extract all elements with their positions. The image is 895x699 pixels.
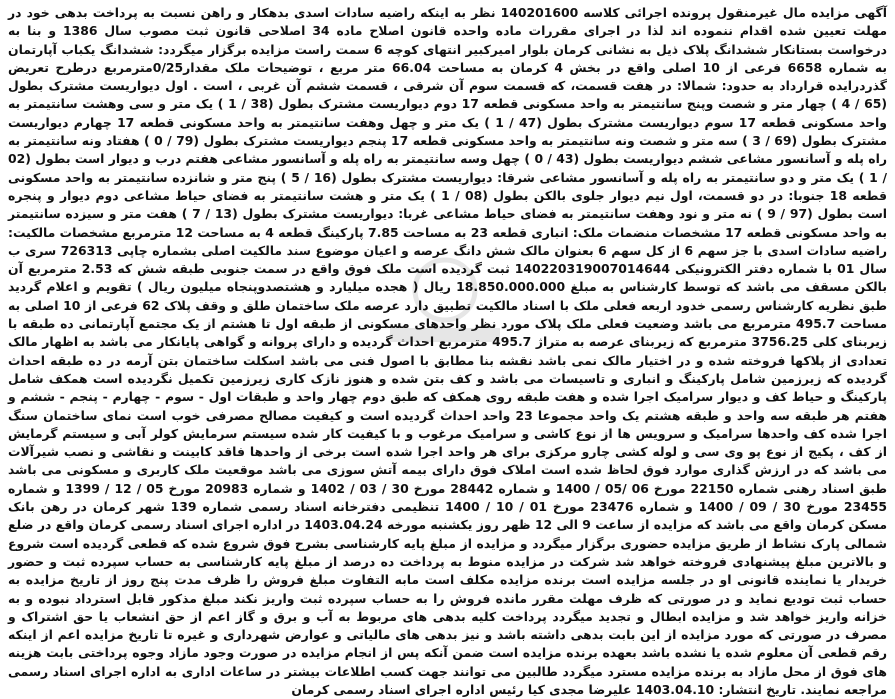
auction-notice-text: آگهی مزایده مال غیرمنقول پرونده اجرائی کلاسه 140201600 نظر به اینکه راضیه سادات اسدی بدهکار و راهن نسبت به پرداخت بدهی خود در مهلت تعیین شده اقدام ننموده اند لذا در اجرای مقررات ماده واحده قانون اصلاح ماده 34 اصلاحی قانون ثبت مصوب سال 1386 و بنا به درخواست بستانکار ششدانگ پلاک ذیل به نشانی کرمان بلوار امیرکبیر انتهای کوچه 6 سمت راست مزایده برگزار میگردد: ششدانگ یکباب آپارتمان به شماره 6658 فرعی از 10 اصلی واقع در بخش 4 کرمان به مساحت 66.04 متر مربع ، توضیحات ملک مقدار0/25مترمربع درطرح تعریض گذردرایده قرارداد به حدود: شمالا: در هفت قسمت، که قسمت سوم آن شرقی ، قسمت ششم آن غربی ، است . اول دیواریست مشترک بطول (65 / 4 ) چهار متر و شصت وپنج سانتیمتر به واحد مسکونی قطعه 17 دوم دیواریست مشترک بطول (38 / 1 ) یک متر و سی وهشت سانتیمتر به واحد مسکونی قطعه 17 سوم دیواریست مشترک بطول (47 / 1 ) یک متر و چهل وهفت سانتیمتر به واحد مسکونی قطعه 17 چهارم دیواریست مشترک بطول (69 / 3 ) سه متر و شصت ونه سانتیمتر به واحد مسکونی قطعه 17 پنجم دیواریست مشترک بطول (79 / 0 ) هفتاد ونه سانتیمتر به راه پله و آسانسور مشاعی ششم دیواریست بطول (43 / 0 ) چهل وسه سانتیمتر به راه پله و آسانسور مشاعی هفتم درب و دیوار است بطول (02 / 1 ) یک متر و دو سانتیمتر به راه پله و آسانسور مشاعی شرقا: دیواریست مشترک بطول (16 / 5 ) پنج متر و شانزده سانتیمتر به واحد مسکونی قطعه 18 جنوبا: در دو قسمت، اول نیم دیوار جلوی بالکن بطول (08 / 1 ) یک متر و هشت سانتیمتر به فضای حیاط مشاعی دوم دیوار و پنجره است بطول (97 / 9 ) نه متر و نود وهفت سانتیمتر به فضای حیاط مشاعی غربا: دیواریست مشترک بطول (13 / 7 ) هفت متر و سیزده سانتیمتر به واحد مسکونی قطعه 17 مشخصات منضمات ملک: انباری قطعه 23 به مساحت 7.85 پارکینگ قطعه 4 به مساحت 12 مترمربع مشخصات مالکیت: راضیه سادات اسدی با جز سهم 6 از کل سهم 6 بعنوان مالک شش دانگ عرصه و اعیان موضوع سند مالکیت اصلی بشماره چاپی 726313 سری ب سال 01 با شماره دفتر الکترونیکی 140220319007014644 ثبت گردیده است ملک فوق واقع در سمت جنوبی طبقه شش که 2.53 مترمربع آن بالکن مسقف می باشد که توسط کارشناس به مبلغ 18.850.000.000 ریال ( هجده میلیارد و هشتصدوپنجاه میلیون ریال ) تقویم و اعلام گردید طبق نظریه کارشناس رسمی خدود اربعه فعلی ملک با اسناد مالکیت تطبیق دارد عرصه ملک ساختمان طلق و وقف پلاک 62 فرعی از 10 اصلی به مساحت 495.7 مترمربع می باشد وضعیت فعلی ملک پلاک مورد نظر واحدهای مسکونی از طبقه اول تا هشتم از یک مجتمع آپارتمانی ده طبقه با زیربنای کلی 3756.25 مترمربع که زیربنای عرصه به متراژ 495.7 مترمربع احداث گردیده و دارای پروانه و گواهی پایانکار می باشد به اظهار مالک تعدادی از پلاکها فروخته شده و در اختیار مالک نمی باشد نقشه بنا مطابق با اصول فنی می باشد اسکلت ساختمان بتن آرمه در ده طبقه احداث گردیده که زیرزمین شامل پارکینگ و انباری و تاسیسات می باشد و کف بتن شده و هنوز نازک کاری زیرزمین تکمیل نگردیده است همکف شامل پارکینگ و حیاط کف و دیوار سرامیک اجرا شده و هفت طبقه روی همکف که طبق دوم چهار واحد و طبقات اول - سوم - چهارم - پنجم - ششم و هفتم هر طبقه سه واحد و طبقه هشتم یک واحد مجموعا 23 واحد احداث گردیده است و کیفیت مصالح مصرفی خوب است نمای ساختمان سنگ اجرا شده کف واحدها سرامیک و سرویس ها از نوع کاشی و سرامیک مرغوب و با کیفیت کار شده سیستم سرمایش کولر آبی و سیستم گرمایش از کف ، پکیج از نوع پو وی سی و لوله کشی چارو مرکزی برای هر واحد اجرا شده است برخی از واحدها فاقد کابینت و نقاشی و نصب شیرآلات می باشد که در ارزش گذاری موارد فوق لحاظ شده است املاک فوق دارای بیمه آتش سوزی می باشد موقعیت ملک کاربری و مسکونی می باشد طبق اسناد رهنی شماره 22150 مورخ 06 /05 / 1400 و شماره 28442 مورخ 30 / 03 / 1402 و شماره 20983 مورخ 05 / 12 / 1399 و شماره 23455 مورخ 30 / 09 / 1400 و شماره 23476 مورخ 01 / 10 / 1400 تنظیمی دفترخانه اسناد رسمی شماره 139 شهر کرمان در رهن بانک مسکن کرمان واقع می باشد که مزایده از ساعت 9 الی 12 ظهر روز یکشنبه مورخه 1403.04.24 در اداره اجرای اسناد رسمی کرمان واقع در ضلع شمالی پارک نشاط از طریق مزایده حضوری برگزار میگردد و مزایده از مبلغ پایه کارشناسی بشرح فوق شروع شده که قطعی گردیده است شروع و بالاترین مبلغ پیشنهادی فروخته خواهد شد شرکت در مزایده منوط به پرداخت ده درصد از مبلغ پایه کارشناسی به حساب سپرده ثبت و حضور خریدار یا نماینده قانونی او در جلسه مزایده است برنده مزایده مکلف است مابه التفاوت مبلغ فروش را ظرف مدت پنج روز از تاریخ مزایده به حساب ثبت تودیع نماید و در صورتی که ظرف مهلت مقرر مانده فروش را به حساب سپرده ثبت واریز نکند مبلغ مذکور قابل استرداد نبوده و به خزانه واریز خواهد شد و مزایده ابطال و تجدید میگردد پرداخت کلیه بدهی های مربوط به آب و برق و گاز اعم از حق انشعاب یا حق اشتراک و مصرف در صورتی که مورد مزایده از این بابت بدهی داشته باشد و نیز بدهی های مالیاتی و عوارض شهرداری و غیره تا تاریخ مزایده اعم از اینکه رقم قطعی آن معلوم شده یا نشده باشد بعهده برنده مزایده است ضمن آنکه پس از انجام مزایده در صورت وجود مازاد وجوه پرداختی بابت هزینه های فوق از محل مازاد به برنده مزایده مسترد میگردد طالبین می توانند جهت کسب اطلاعات بیشتر در ساعات اداری به اداره اجرای اسناد رسمی مراجعه نمایند. تاریخ انتشار: 1403.04.10 علیرضا مجدی کیا رئیس اداره اجرای اسناد رسمی کرمان xyxy=(8,5,888,697)
